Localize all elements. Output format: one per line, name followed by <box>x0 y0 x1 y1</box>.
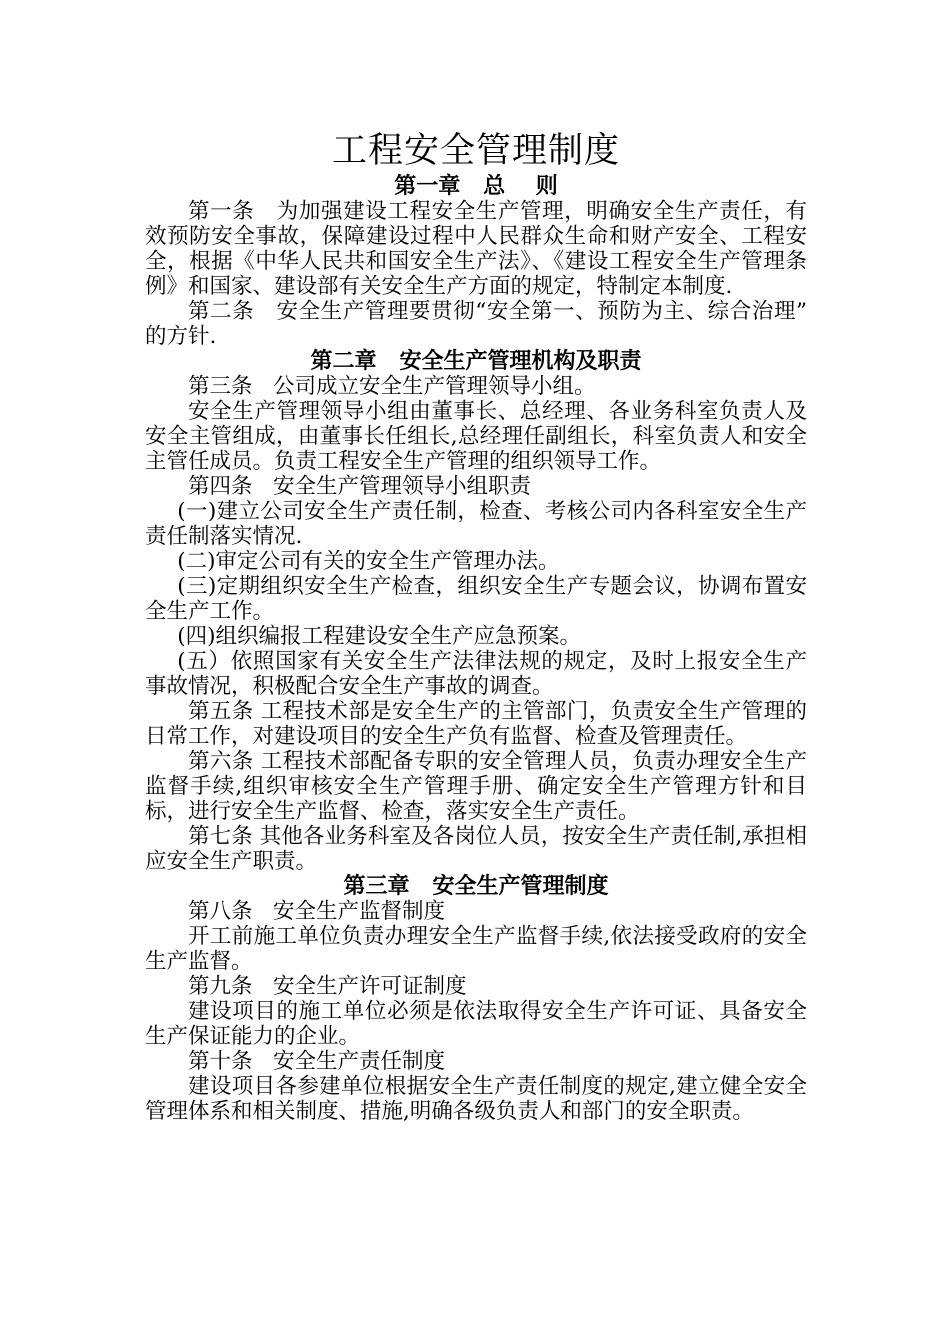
document-page <box>145 128 814 1124</box>
paragraph: 安全生产管理领导小组由董事长、总经理、各业务科室负责人及安全主管组成，由董事长任组长,总经理任副组长，科室负责人和安全主管任成员。负责工程安全生产管理的组织领导工作。 <box>145 399 807 474</box>
list-item: (三)定期组织安全生产检查，组织安全生产专题会议，协调布置安全生产工作。 <box>145 574 807 624</box>
chapter-heading: 第一章 总 则 <box>394 173 558 199</box>
paragraph: 第四条 安全生产管理领导小组职责 <box>188 474 532 499</box>
paragraph: 第六条 工程技术部配备专职的安全管理人员，负责办理安全生产监督手续,组织审核安全生产管理手册、确定安全生产管理方针和目标，进行安全生产监督、检查，落实安全生产责任。 <box>145 749 807 824</box>
list-item: (四)组织编报工程建设安全生产应急预案。 <box>177 624 582 649</box>
list-item: (一)建立公司安全生产责任制，检查、考核公司内各科室安全生产责任制落实情况. <box>145 499 807 549</box>
paragraph: 建设项目的施工单位必须是依法取得安全生产许可证、具备安全生产保证能力的企业。 <box>145 999 807 1049</box>
paragraph: 第五条 工程技术部是安全生产的主管部门，负责安全生产管理的日常工作，对建设项目的安全生产负有监督、检查及管理责任。 <box>145 699 807 749</box>
paragraph: 第七条 其他各业务科室及各岗位人员，按安全生产责任制,承担相应安全生产职责。 <box>145 824 807 874</box>
chapter-heading: 第三章 安全生产管理制度 <box>343 873 609 899</box>
paragraph: 第三条 公司成立安全生产管理领导小组。 <box>188 374 596 399</box>
list-item: (二)审定公司有关的安全生产管理办法。 <box>177 549 560 574</box>
paragraph: 第二条 安全生产管理要贯彻“安全第一、预防为主、综合治理” 的方针. <box>145 299 814 349</box>
paragraph: 第十条 安全生产责任制度 <box>188 1049 446 1074</box>
document-title: 工程安全管理制度 <box>331 131 620 171</box>
paragraph: 第一条 为加强建设工程安全生产管理，明确安全生产责任，有效预防安全事故，保障建设过程中人民群众生命和财产安全、工程安全，根据《中华人民共和国安全生产法》、《建设工程安全生产管理条例》和国家、建设部有关安全生产方面的规定，特制定本制度. <box>145 199 807 299</box>
chapter-heading: 第二章 安全生产管理机构及职责 <box>310 348 642 374</box>
paragraph: 第八条 安全生产监督制度 <box>188 899 446 924</box>
list-item: (五）依照国家有关安全生产法律法规的规定，及时上报安全生产事故情况，积极配合安全生产事故的调查。 <box>145 649 807 699</box>
paragraph: 开工前施工单位负责办理安全生产监督手续,依法接受政府的安全生产监督。 <box>145 924 807 974</box>
paragraph: 建设项目各参建单位根据安全生产责任制度的规定,建立健全安全管理体系和相关制度、措施,明确各级负责人和部门的安全职责。 <box>145 1074 807 1124</box>
paragraph: 第九条 安全生产许可证制度 <box>188 974 467 999</box>
